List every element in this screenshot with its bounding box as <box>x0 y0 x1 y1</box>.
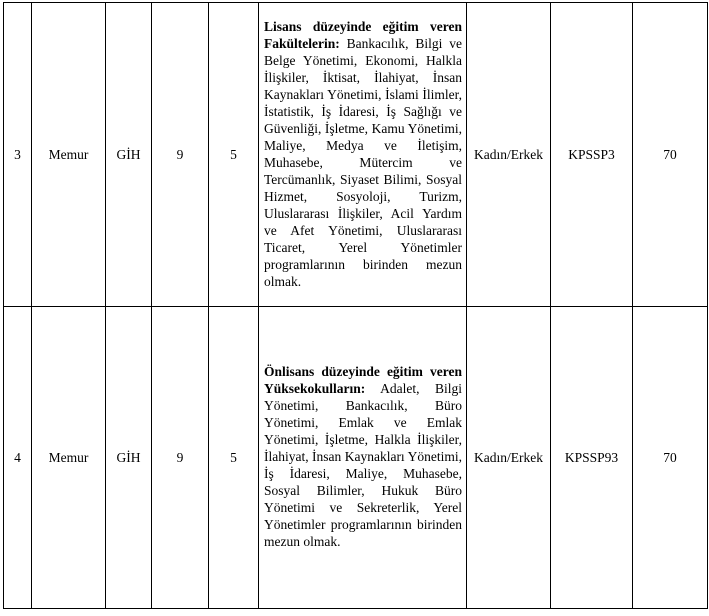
education-requirement <box>259 307 467 609</box>
row-number: 3 <box>4 3 32 307</box>
service-class: GİH <box>106 307 152 609</box>
position-title: Memur <box>32 3 106 307</box>
quota: 5 <box>209 307 259 609</box>
gender: Kadın/Erkek <box>467 307 551 609</box>
row-number: 4 <box>4 307 32 609</box>
education-requirement <box>259 3 467 307</box>
position-title: Memur <box>32 307 106 609</box>
table-row <box>4 3 708 307</box>
requirement-heading: Lisans düzeyinde eğitim veren Fakültelerin: <box>264 18 462 51</box>
requirement-programs: Bankacılık, Bilgi ve Belge Yönetimi, Ekonomi, Halkla İlişkiler, İktisat, İlahiyat, İnsan Kaynakları Yönetimi, İslami İlimler, İstatistik, İş İdaresi, İş Sağlığı ve Güvenliği, İşletme, Kamu Yönetimi, Maliye, Medya ve İletişim, Muhasebe, Mütercim ve Tercümanlık, Siyaset Bilimi, Sosyal Hizmet, Sosyoloji, Turizm, Uluslararası İlişkiler, Acil Yardım ve Afet Yönetimi, Uluslararası Ticaret, Yerel Yönetimler programlarının birinden mezun olmak. <box>264 35 462 289</box>
score-type: KPSSP93 <box>551 307 633 609</box>
score-type: KPSSP3 <box>551 3 633 307</box>
degree: 9 <box>152 307 209 609</box>
quota: 5 <box>209 3 259 307</box>
table-row <box>4 307 708 609</box>
minimum-score: 70 <box>633 3 708 307</box>
service-class: GİH <box>106 3 152 307</box>
gender: Kadın/Erkek <box>467 3 551 307</box>
requirement-programs: Adalet, Bilgi Yönetimi, Bankacılık, Büro Yönetimi, Emlak ve Emlak Yönetimi, İşletme, Halkla İlişkiler, İlahiyat, İnsan Kaynakları Yönetimi, İş İdaresi, Maliye, Muhasebe, Sosyal Bilimler, Hukuk Büro Yönetimi ve Sekreterlik, Yerel Yönetimler programlarının birinden mezun olmak. <box>264 381 462 549</box>
minimum-score: 70 <box>633 307 708 609</box>
requirement-heading: Önlisans düzeyinde eğitim veren Yüksekokulların: <box>264 364 462 396</box>
degree: 9 <box>152 3 209 307</box>
staff-requirements-table <box>3 2 708 609</box>
